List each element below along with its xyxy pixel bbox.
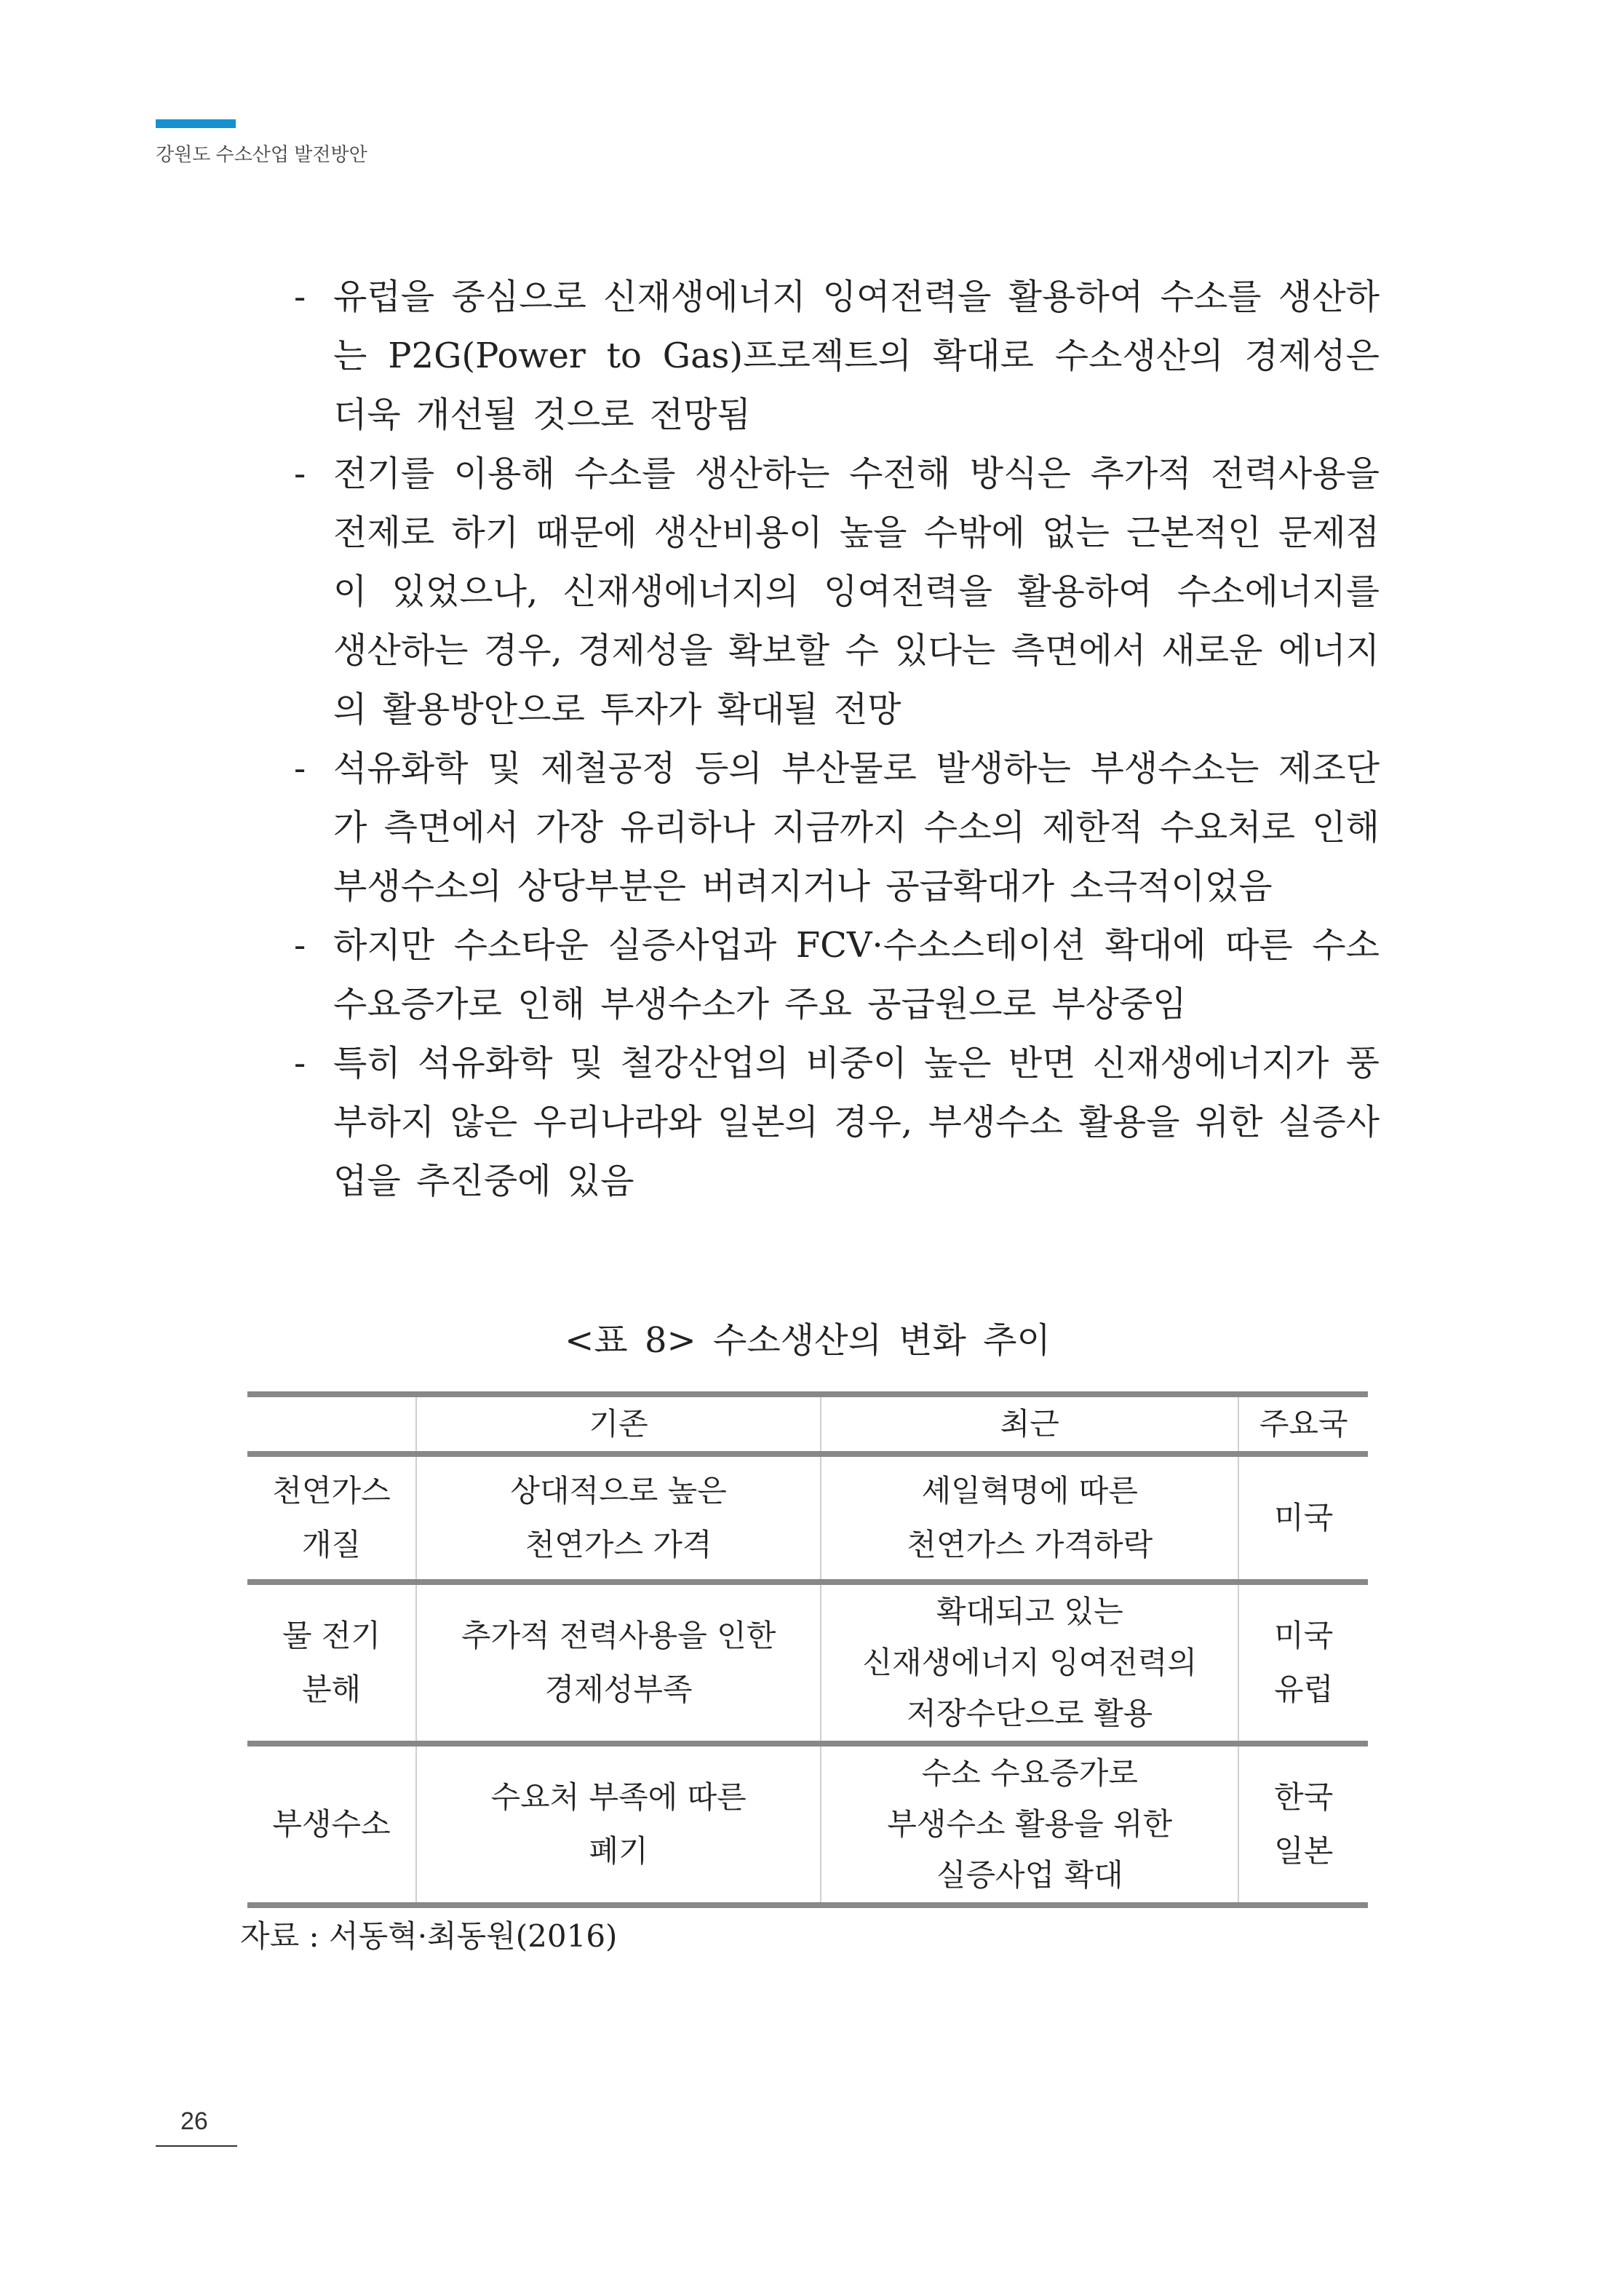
cell-line: 천연가스	[272, 1473, 391, 1509]
bullet-item	[294, 1034, 1380, 1211]
cell-category	[247, 1744, 416, 1905]
bullet-text: 유럽을 중심으로 신재생에너지 잉여전력을 활용하여 수소를 생산하는 P2G(Power to Gas)프로젝트의 확대로 수소생산의 경제성은 더욱 개선될 것으로 전망됨	[333, 277, 1380, 435]
cell-countries	[1238, 1582, 1368, 1744]
cell-category	[247, 1582, 416, 1744]
cell-previous	[416, 1454, 821, 1582]
cell-line: 천연가스 가격	[525, 1527, 712, 1562]
cell-line: 실증사업 확대	[936, 1857, 1123, 1893]
cell-line: 확대되고 있는	[936, 1594, 1123, 1629]
cell-line: 셰일혁명에 따른	[921, 1473, 1138, 1509]
cell-line: 유럽	[1274, 1672, 1334, 1707]
bullet-dash: -	[294, 277, 306, 317]
cell-line: 분해	[301, 1672, 362, 1707]
cell-category	[247, 1454, 416, 1582]
cell-line: 수요처 부족에 따른	[490, 1779, 747, 1815]
cell-recent	[821, 1582, 1238, 1744]
header-cell-recent: 최근	[821, 1394, 1238, 1454]
header-accent-bar	[156, 119, 236, 128]
bullet-text: 전기를 이용해 수소를 생산하는 수전해 방식은 추가적 전력사용을 전제로 하기 때문에 생산비용이 높을 수밖에 없는 근본적인 문제점이 있었으나, 신재생에너지의 잉여전력을 활용하여 수소에너지를 생산하는 경우, 경제성을 확보할 수 있다는 측면에서 새로운 에너지의 활용방안으로 투자가 확대될 전망	[333, 453, 1380, 730]
cell-line: 한국	[1274, 1779, 1334, 1815]
cell-line: 상대적으로 높은	[510, 1473, 727, 1509]
cell-recent	[821, 1454, 1238, 1582]
cell-line: 일본	[1274, 1833, 1334, 1869]
table-source: 자료 : 서동혁·최동원(2016)	[240, 1918, 618, 1954]
cell-line: 개질	[301, 1527, 362, 1562]
footer-rule	[156, 2145, 237, 2147]
cell-recent	[821, 1744, 1238, 1905]
cell-line: 폐기	[589, 1833, 648, 1869]
cell-line: 경제성부족	[544, 1672, 693, 1707]
bullet-dash: -	[294, 1043, 306, 1084]
cell-line: 부생수소	[272, 1806, 391, 1842]
page-number: 26	[180, 2107, 208, 2135]
cell-line: 천연가스 가격하락	[907, 1527, 1153, 1562]
cell-line: 물 전기	[282, 1618, 381, 1653]
bullet-dash: -	[294, 925, 306, 966]
bullet-dash: -	[294, 453, 306, 494]
table-row	[247, 1454, 1368, 1582]
bullet-item	[294, 268, 1380, 445]
cell-line: 미국	[1274, 1618, 1334, 1653]
bullet-list	[294, 268, 1380, 1211]
cell-line: 부생수소 활용을 위한	[887, 1806, 1173, 1842]
bullet-item	[294, 739, 1380, 916]
bullet-item	[294, 916, 1380, 1034]
running-title: 강원도 수소산업 발전방안	[156, 143, 367, 165]
header-cell-previous: 기존	[416, 1394, 821, 1454]
table-row	[247, 1582, 1368, 1744]
table-row	[247, 1744, 1368, 1905]
header-cell-category	[247, 1394, 416, 1454]
cell-previous	[416, 1582, 821, 1744]
bullet-dash: -	[294, 748, 306, 789]
hydrogen-production-table	[247, 1391, 1368, 1908]
cell-line: 신재생에너지 잉여전력의	[862, 1645, 1198, 1680]
header-cell-countries: 주요국	[1238, 1394, 1368, 1454]
cell-line: 미국	[1274, 1500, 1334, 1535]
bullet-text: 석유화학 및 제철공정 등의 부산물로 발생하는 부생수소는 제조단가 측면에서 가장 유리하나 지금까지 수소의 제한적 수요처로 인해 부생수소의 상당부분은 버려지거나 공급확대가 소극적이었음	[333, 748, 1380, 907]
bullet-text: 특히 석유화학 및 철강산업의 비중이 높은 반면 신재생에너지가 풍부하지 않은 우리나라와 일본의 경우, 부생수소 활용을 위한 실증사업을 추진중에 있음	[333, 1043, 1380, 1201]
cell-line: 추가적 전력사용을 인한	[461, 1618, 776, 1653]
cell-countries	[1238, 1454, 1368, 1582]
cell-countries	[1238, 1744, 1368, 1905]
table-header-row	[247, 1394, 1368, 1454]
cell-line: 저장수단으로 활용	[907, 1696, 1153, 1731]
table-caption: <표 8> 수소생산의 변화 추이	[565, 1320, 1051, 1361]
cell-line: 수소 수요증가로	[921, 1755, 1138, 1791]
cell-previous	[416, 1744, 821, 1905]
bullet-text: 하지만 수소타운 실증사업과 FCV·수소스테이션 확대에 따른 수소 수요증가로 인해 부생수소가 주요 공급원으로 부상중임	[333, 925, 1380, 1025]
bullet-item	[294, 445, 1380, 739]
